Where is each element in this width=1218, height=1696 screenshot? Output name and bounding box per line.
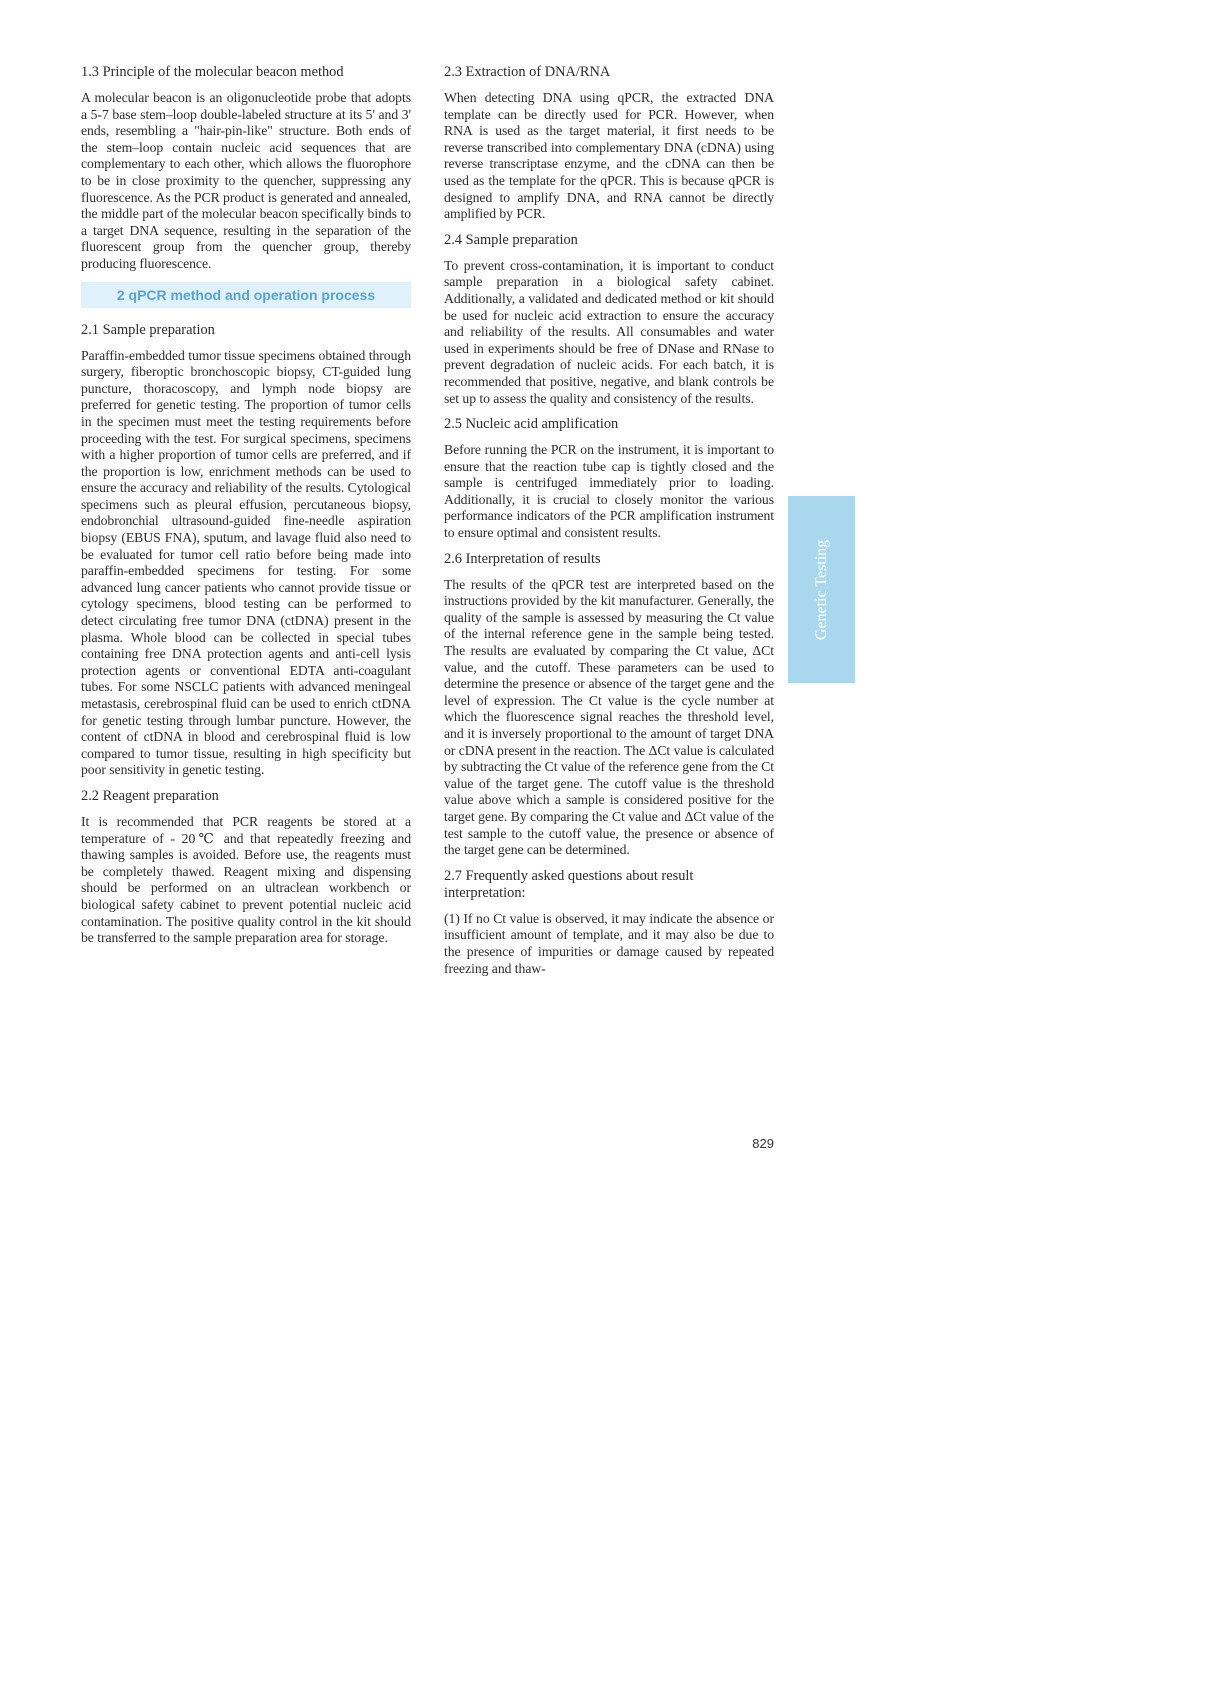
chapter-banner: 2 qPCR method and operation process	[81, 282, 411, 308]
section-heading-2-3: 2.3 Extraction of DNA/RNA	[444, 64, 611, 80]
paragraph-sample-preparation-2: To prevent cross-contamination, it is important to conduct sample preparation in a biological safety cabinet. Additionally, a validated and dedicated method or kit should be used for nucleic acid extraction to ensure the accuracy and reliability of the results. All consumables and water used in experiments should be free of DNase and RNase to prevent degradation of nucleic acids. For each batch, it is recommended that positive, negative, and blank controls be set up to assess the quality and consistency of the results.	[444, 257, 774, 406]
left-column	[81, 64, 411, 956]
section-heading-2-4: 2.4 Sample preparation	[444, 231, 578, 248]
paragraph-molecular-beacon: A molecular beacon is an oligonucleotide probe that adopts a 5-7 base stem–loop double-labeled structure at its 5' and 3' ends, resembling a "hair-pin-like" structure. Both ends of the stem–loop contain nucleic acid sequences that are complementary to each other, which allows the fluorophore to be in close proximity to the quencher, suppressing any fluorescence. As the PCR product is generated and annealed, the middle part of the molecular beacon specifically binds to a target DNA sequence, resulting in the separation of the fluorescent group from the quencher group, thereby producing fluorescence.	[81, 90, 412, 271]
section-heading-2-1: 2.1 Sample preparation	[81, 321, 215, 338]
section-heading-2-5: 2.5 Nucleic acid amplification	[444, 416, 619, 433]
side-tab	[788, 496, 855, 683]
paragraph-extraction: When detecting DNA using qPCR, the extracted DNA template can be directly used for PCR. However, when RNA is used as the target material, it first needs to be reverse transcribed into complementary DNA (cDNA) using reverse transcriptase enzyme, and the cDNA can then be used as the template for the qPCR. This is because qPCR is designed to amplify DNA, and RNA cannot be directly amplified by PCR.	[444, 90, 774, 222]
section-heading-2-7: 2.7 Frequently asked questions about result interpretation:	[444, 867, 694, 901]
page-number: 829	[752, 1136, 774, 1151]
paragraph-amplification: Before running the PCR on the instrument, it is important to ensure that the reaction tube cap is tightly closed and the sample is centrifuged immediately prior to loading. Additionally, it is crucial to closely monitor the various performance indicators of the PCR amplification instrument to ensure optimal and consistent results.	[444, 442, 774, 541]
section-heading-2-6: 2.6 Interpretation of results	[444, 550, 601, 567]
paragraph-faq: (1) If no Ct value is observed, it may indicate the absence or insufficient amount of template, and it may also be due to the presence of impurities or damage caused by repeated freezing and thaw-	[444, 910, 774, 976]
paragraph-reagent-preparation: It is recommended that PCR reagents be stored at a temperature of - 20℃ and that repeatedly freezing and thawing samples is avoided. Before use, the reagents must be completely thawed. Reagent mixing and dispensing should be performed on an ultraclean workbench or biological safety cabinet to prevent potential nucleic acid contamination. The positive quality control in the kit should be transferred to the sample preparation area for storage.	[81, 813, 411, 946]
section-heading-2-2: 2.2 Reagent preparation	[81, 787, 219, 804]
side-tab-label: Genetic Testing	[812, 539, 830, 640]
paragraph-sample-preparation: Paraffin-embedded tumor tissue specimens obtained through surgery, fiberoptic bronchoscopic biopsy, CT-guided lung puncture, thoracoscopy, and lymph node biopsy are preferred for genetic testing. The proportion of tumor cells in the specimen must meet the testing requirements before proceeding with the test. For surgical specimens, specimens with a higher proportion of tumor cells are preferred, and if the proportion is low, enrichment methods can be used to ensure the accuracy and reliability of the results. Cytological specimens such as pleural effusion, percutaneous biopsy, endobronchial ultrasound-guided fine-needle aspiration biopsy (EBUS FNA), sputum, and lavage fluid also need to be evaluated for tumor cell ratio before being made into paraffin-embedded specimens for testing. For some advanced lung cancer patients who cannot provide tissue or cytology specimens, blood testing can be performed to detect circulating free tumor DNA (ctDNA) present in the plasma. Whole blood can be collected in special tubes containing free DNA protection agents and anti-cell lysis protection agents or conventional EDTA anti-coagulant tubes. For some NSCLC patients with advanced meningeal metastasis, cerebrospinal fluid can be used to enrich ctDNA for genetic testing through lumbar puncture. However, the content of ctDNA in blood and cerebrospinal fluid is low compared to tumor tissue, resulting in high specificity but poor sensitivity in genetic testing.	[81, 347, 411, 778]
right-column	[444, 64, 774, 986]
paragraph-interpretation: The results of the qPCR test are interpreted based on the instructions provided by the kit manufacturer. Generally, the quality of the sample is assessed by measuring the Ct value of the internal reference gene in the sample being tested. The results are evaluated by comparing the Ct value, ΔCt value, and the cutoff. These parameters can be used to determine the presence or absence of the target gene and the level of expression. The Ct value is the cycle number at which the fluorescence signal reaches the threshold level, and it is inversely proportional to the amount of target DNA or cDNA present in the reaction. The ΔCt value is calculated by subtracting the Ct value of the reference gene from the Ct value of the target gene. The cutoff value is the threshold value above which a sample is considered positive for the target gene. By comparing the Ct value and ΔCt value of the test sample to the cutoff value, the presence or absence of the target gene can be determined.	[444, 576, 774, 858]
section-heading-1-3: 1.3 Principle of the molecular beacon method	[81, 64, 344, 80]
